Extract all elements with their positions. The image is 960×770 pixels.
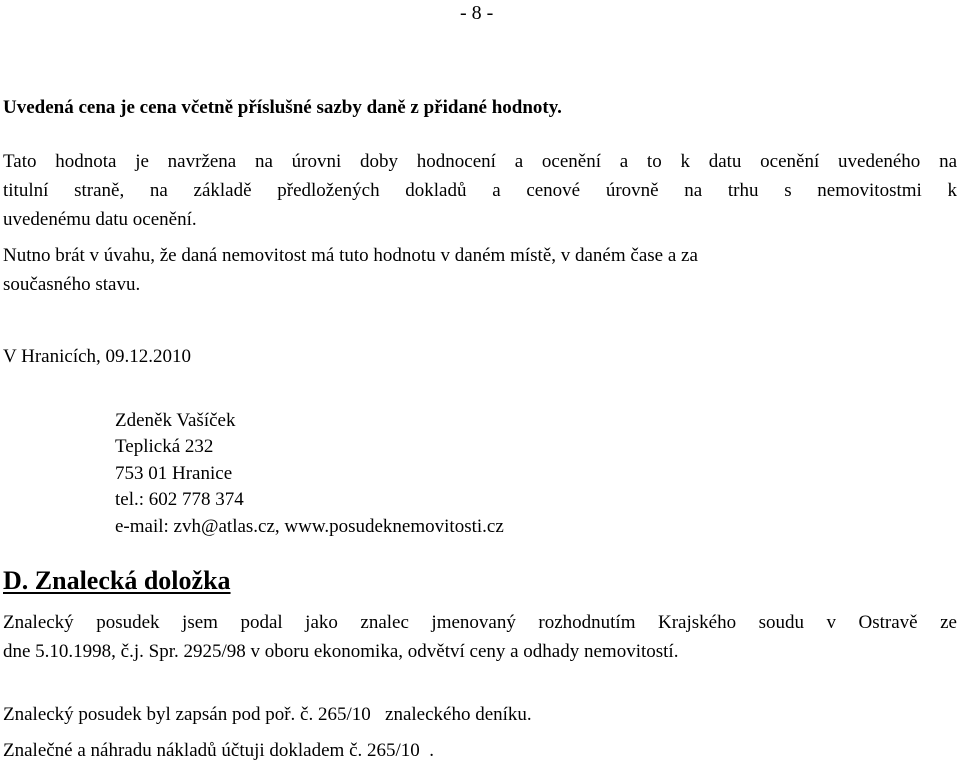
- appraiser-city: 753 01 Hranice: [115, 463, 233, 484]
- clause-line-1: Znalecký posudek jsem podal jako znalec jmenovaný rozhodnutím Krajského soudu v Ostravě ze: [3, 612, 957, 633]
- vat-note: Uvedená cena je cena včetně příslušné sazby daně z přidané hodnoty.: [3, 97, 562, 118]
- appraiser-contact: e-mail: zvh@atlas.cz, www.posudeknemovitosti.cz: [115, 516, 504, 537]
- fee-note: Znalečné a náhradu nákladů účtuji dokladem č. 265/10 .: [3, 740, 435, 761]
- valuation-paragraph-line-1: Tato hodnota je navržena na úrovni doby hodnocení a ocenění a to k datu ocenění uvedeného na: [3, 151, 957, 172]
- registry-note: Znalecký posudek byl zapsán pod poř. č. 265/10 znaleckého deníku.: [3, 704, 532, 725]
- clause-line-2: dne 5.10.1998, č.j. Spr. 2925/98 v oboru ekonomika, odvětví ceny a odhady nemovitostí.: [3, 641, 679, 662]
- page-number: - 8 -: [460, 2, 494, 24]
- valuation-paragraph-line-3: uvedenému datu ocenění.: [3, 209, 197, 230]
- appraiser-name: Zdeněk Vašíček: [115, 410, 236, 431]
- appraiser-street: Teplická 232: [115, 436, 214, 457]
- valuation-paragraph-line-2: titulní straně, na základě předložených dokladů a cenové úrovně na trhu s nemovitostmi k: [3, 180, 957, 201]
- consideration-paragraph-line-1: Nutno brát v úvahu, že daná nemovitost má tuto hodnotu v daném místě, v daném čase a za: [3, 245, 698, 266]
- consideration-paragraph-line-2: současného stavu.: [3, 274, 141, 295]
- section-heading: D. Znalecká doložka: [3, 566, 231, 595]
- appraiser-phone: tel.: 602 778 374: [115, 489, 244, 510]
- place-and-date: V Hranicích, 09.12.2010: [3, 346, 192, 367]
